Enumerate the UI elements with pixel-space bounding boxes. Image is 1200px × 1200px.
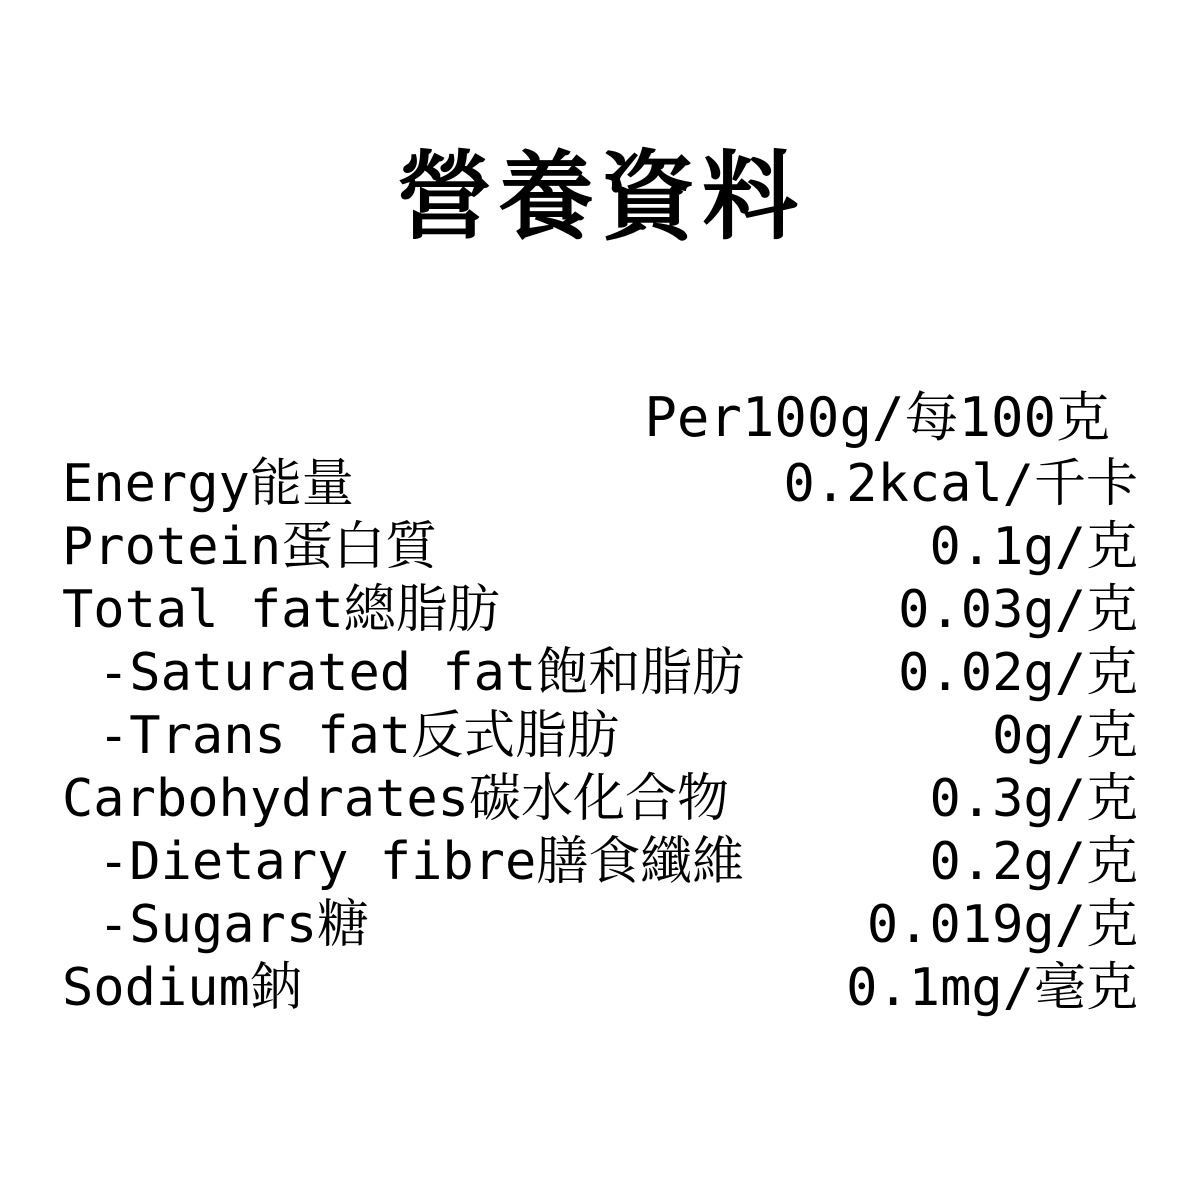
row-value: 0.2g/克 [929, 832, 1138, 893]
row-label: -Dietary fibre膳食纖維 [98, 832, 745, 893]
row-label: -Trans fat反式脂肪 [98, 706, 620, 767]
nutrition-table [62, 383, 1138, 1020]
row-value: 0.3g/克 [929, 769, 1138, 830]
table-row [62, 516, 1138, 579]
table-row [62, 957, 1138, 1020]
nutrition-rows [62, 453, 1138, 1020]
row-label: Total fat總脂肪 [62, 580, 500, 641]
row-value: 0.03g/克 [898, 580, 1138, 641]
table-row [62, 453, 1138, 516]
row-label: Carbohydrates碳水化合物 [62, 769, 729, 830]
row-label: Energy能量 [62, 454, 354, 515]
row-label: Protein蛋白質 [62, 517, 438, 578]
table-row [62, 705, 1138, 768]
row-value: 0.02g/克 [898, 643, 1138, 704]
row-value: 0.2kcal/千卡 [783, 454, 1138, 515]
row-value: 0.1mg/毫克 [846, 958, 1138, 1019]
row-value: 0.1g/克 [929, 517, 1138, 578]
table-row [62, 579, 1138, 642]
row-value: 0.019g/克 [866, 895, 1138, 956]
row-label: -Sugars糖 [98, 895, 370, 956]
row-label: Sodium鈉 [62, 958, 302, 1019]
per-100g-header: Per100g/每100克 [644, 386, 1110, 450]
table-row [62, 768, 1138, 831]
table-row [62, 831, 1138, 894]
row-value: 0g/克 [992, 706, 1138, 767]
table-row [62, 642, 1138, 705]
row-label: -Saturated fat飽和脂肪 [98, 643, 745, 704]
nutrition-label-title: 營養資料 [396, 141, 804, 253]
table-row [62, 894, 1138, 957]
